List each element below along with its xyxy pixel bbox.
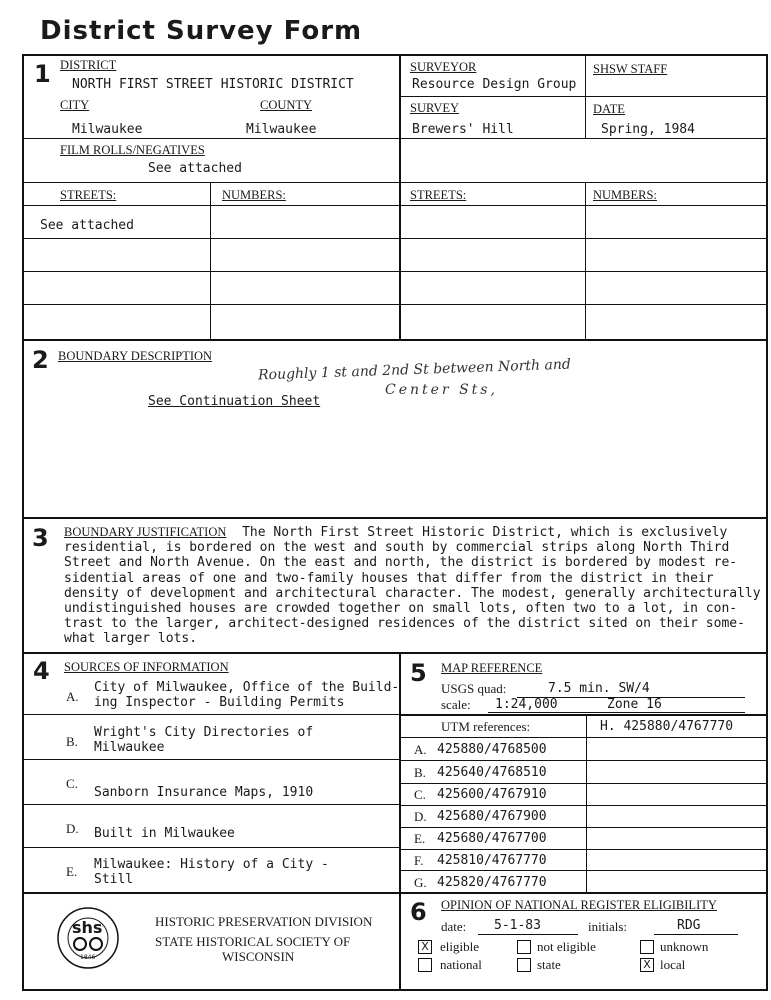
county-value: Milwaukee: [246, 122, 317, 137]
utm-row-line: [400, 805, 766, 806]
utm-row-line: [400, 783, 766, 784]
s1-streets-row1: [23, 205, 766, 206]
s1-line-streets-top: [23, 182, 766, 183]
utm-row-line: [400, 870, 766, 871]
local-checkbox[interactable]: X: [640, 958, 654, 972]
survey-value: Brewers' Hill: [412, 122, 514, 137]
source-line: Sanborn Insurance Maps, 1910: [94, 785, 314, 800]
date-label: DATE: [593, 102, 625, 116]
film-label: FILM ROLLS/NEGATIVES: [60, 143, 205, 157]
map-reference-label: MAP REFERENCE: [441, 661, 543, 675]
city-value: Milwaukee: [72, 122, 143, 137]
handwritten-line2: Center Sts,: [385, 382, 498, 398]
s5-bottom: [400, 892, 766, 894]
state-checkbox[interactable]: [517, 958, 531, 972]
justification-line: density of development and architectural character. The modest, generally architecturally: [64, 585, 761, 601]
eligibility-label: OPINION OF NATIONAL REGISTER ELIGIBILITY: [441, 898, 717, 912]
shsw-staff-label: SHSW STAFF: [593, 62, 668, 76]
initials-underline: [654, 934, 738, 935]
source-line: Milwaukee: History of a City -: [94, 857, 329, 872]
surveyor-label: SURVEYOR: [410, 60, 477, 74]
s4-bottom: [22, 892, 400, 894]
unknown-checkbox[interactable]: [640, 940, 654, 954]
frame-top: [22, 54, 768, 56]
utm-row-line: [400, 827, 766, 828]
source-letter: B.: [66, 734, 78, 749]
source-letter: A.: [66, 689, 79, 704]
utm-value: 425810/4767770: [437, 853, 547, 868]
streets-label-left: STREETS:: [60, 188, 117, 202]
source-line: ing Inspector - Building Permits: [94, 695, 345, 710]
s4-row-line: [23, 847, 399, 848]
s1-line-film: [23, 138, 766, 139]
utm-label: UTM references:: [441, 719, 531, 734]
film-value: See attached: [148, 161, 242, 176]
justification-line: sidential areas of one and two-family houses that differ from the district in their: [64, 570, 714, 586]
justification-line: residential, is bordered on the west and south by commercial strips along North Third: [64, 540, 730, 556]
boundary-description-label: BOUNDARY DESCRIPTION: [58, 349, 213, 363]
opinion-date-value: 5-1-83: [494, 918, 541, 933]
source-letter: D.: [66, 821, 79, 836]
utm-value: 425680/4767700: [437, 831, 547, 846]
s1-streets-row3: [23, 271, 766, 272]
unknown-label: unknown: [660, 939, 709, 954]
quad-label: USGS quad:: [441, 681, 507, 696]
county-label: COUNTY: [260, 98, 313, 112]
boundary-justification-label: BOUNDARY JUSTIFICATION: [64, 525, 227, 539]
district-value: NORTH FIRST STREET HISTORIC DISTRICT: [72, 77, 354, 92]
utm-value: 425820/4767770: [437, 875, 547, 890]
not-eligible-label: not eligible: [537, 939, 596, 954]
utm-value: 425680/4767900: [437, 809, 547, 824]
local-label: local: [660, 957, 686, 972]
utm-divider: [586, 714, 587, 892]
section4-number: 4: [33, 657, 50, 685]
scale-value: 1:24,000: [495, 697, 558, 712]
utm-letter: A.: [414, 742, 427, 757]
s4-row-line: [23, 759, 399, 760]
survey-label: SURVEY: [410, 101, 460, 115]
s3-bottom: [22, 652, 768, 654]
handwritten-line1: Roughly 1 st and 2nd St between North and: [257, 356, 572, 384]
section6-number: 6: [410, 898, 427, 926]
justification-line: Street and North Avenue. On the east and north, the district is bordered by modest re-: [64, 555, 738, 571]
section2-number: 2: [32, 346, 49, 374]
date-value: Spring, 1984: [601, 122, 695, 137]
source-line: City of Milwaukee, Office of the Build-: [94, 680, 400, 695]
seal-year: 1846: [80, 954, 96, 961]
national-checkbox[interactable]: [418, 958, 432, 972]
source-line: Wright's City Directories of: [94, 725, 314, 740]
shs-seal: [56, 906, 120, 970]
quad-value: 7.5 min. SW/4: [548, 681, 650, 696]
justification-line: what larger lots.: [64, 631, 198, 647]
form-title: District Survey Form: [40, 16, 363, 46]
utm-value: 425640/4768510: [437, 765, 547, 780]
society-line2: WISCONSIN: [222, 949, 295, 964]
district-label: DISTRICT: [60, 58, 117, 72]
zone-value: Zone 16: [607, 697, 662, 712]
initials-value: RDG: [677, 918, 701, 933]
utm-row-line: [400, 737, 766, 738]
streets-label-right: STREETS:: [410, 188, 467, 202]
opinion-date-label: date:: [441, 919, 467, 934]
utm-letter: D.: [414, 809, 427, 824]
justification-line: The North First Street Historic District, which is exclusively: [242, 525, 728, 540]
society-line1: STATE HISTORICAL SOCIETY OF: [155, 934, 351, 949]
frame-bottom: [22, 989, 768, 991]
s4-row-line: [23, 804, 399, 805]
eligible-label: eligible: [440, 939, 479, 954]
utm-value: 425600/4767910: [437, 787, 547, 802]
state-label: state: [537, 957, 561, 972]
division-name: HISTORIC PRESERVATION DIVISION: [155, 914, 373, 929]
boundary-justification: [64, 525, 764, 647]
utm-letter: B.: [414, 765, 426, 780]
numbers-label-left: NUMBERS:: [222, 188, 286, 202]
numbers-label-right: NUMBERS:: [593, 188, 657, 202]
city-label: CITY: [60, 98, 90, 112]
s1-bottom: [22, 339, 768, 341]
utm-h-value: H. 425880/4767770: [600, 719, 734, 734]
source-line: Built in Milwaukee: [94, 826, 235, 841]
utm-letter: F.: [414, 853, 424, 868]
utm-row-line: [400, 849, 766, 850]
sources-label: SOURCES OF INFORMATION: [64, 660, 229, 674]
national-label: national: [440, 957, 482, 972]
section1-number: 1: [34, 60, 51, 88]
scale-label: scale:: [441, 697, 471, 712]
s4-row-line: [23, 714, 399, 715]
source-line: Milwaukee: [94, 740, 165, 755]
frame-left: [22, 54, 24, 991]
streets-value: See attached: [40, 218, 134, 233]
s1-streets-row2: [23, 238, 766, 239]
continuation-sheet-text: See Continuation Sheet: [148, 394, 321, 409]
scale-underline: [488, 712, 745, 713]
utm-value: 425880/4768500: [437, 742, 547, 757]
s1-row-line: [400, 96, 766, 97]
justification-line: undistinguished houses are crowded together on small lots, often two to a lot, in con-: [64, 601, 738, 617]
utm-letter: E.: [414, 831, 426, 846]
initials-label: initials:: [588, 919, 627, 934]
section5-number: 5: [410, 659, 427, 687]
utm-letter: C.: [414, 787, 426, 802]
s2-bottom: [22, 517, 768, 519]
s4-s5-divider: [399, 652, 401, 990]
utm-row-line: [400, 760, 766, 761]
eligible-checkbox[interactable]: X: [418, 940, 432, 954]
section3-number: 3: [32, 524, 49, 552]
frame-right: [766, 54, 768, 991]
utm-top: [400, 714, 766, 716]
source-line: Still: [94, 872, 134, 887]
seal-text: shs: [72, 918, 103, 937]
surveyor-value: Resource Design Group: [412, 77, 577, 92]
justification-line: trast to the larger, architect-designed residences of the district sited on their some-: [64, 616, 745, 632]
opinion-date-underline: [478, 934, 578, 935]
s1-streets-row4: [23, 304, 766, 305]
source-letter: E.: [66, 864, 78, 879]
source-letter: C.: [66, 776, 78, 791]
not-eligible-checkbox[interactable]: [517, 940, 531, 954]
utm-letter: G.: [414, 875, 427, 890]
